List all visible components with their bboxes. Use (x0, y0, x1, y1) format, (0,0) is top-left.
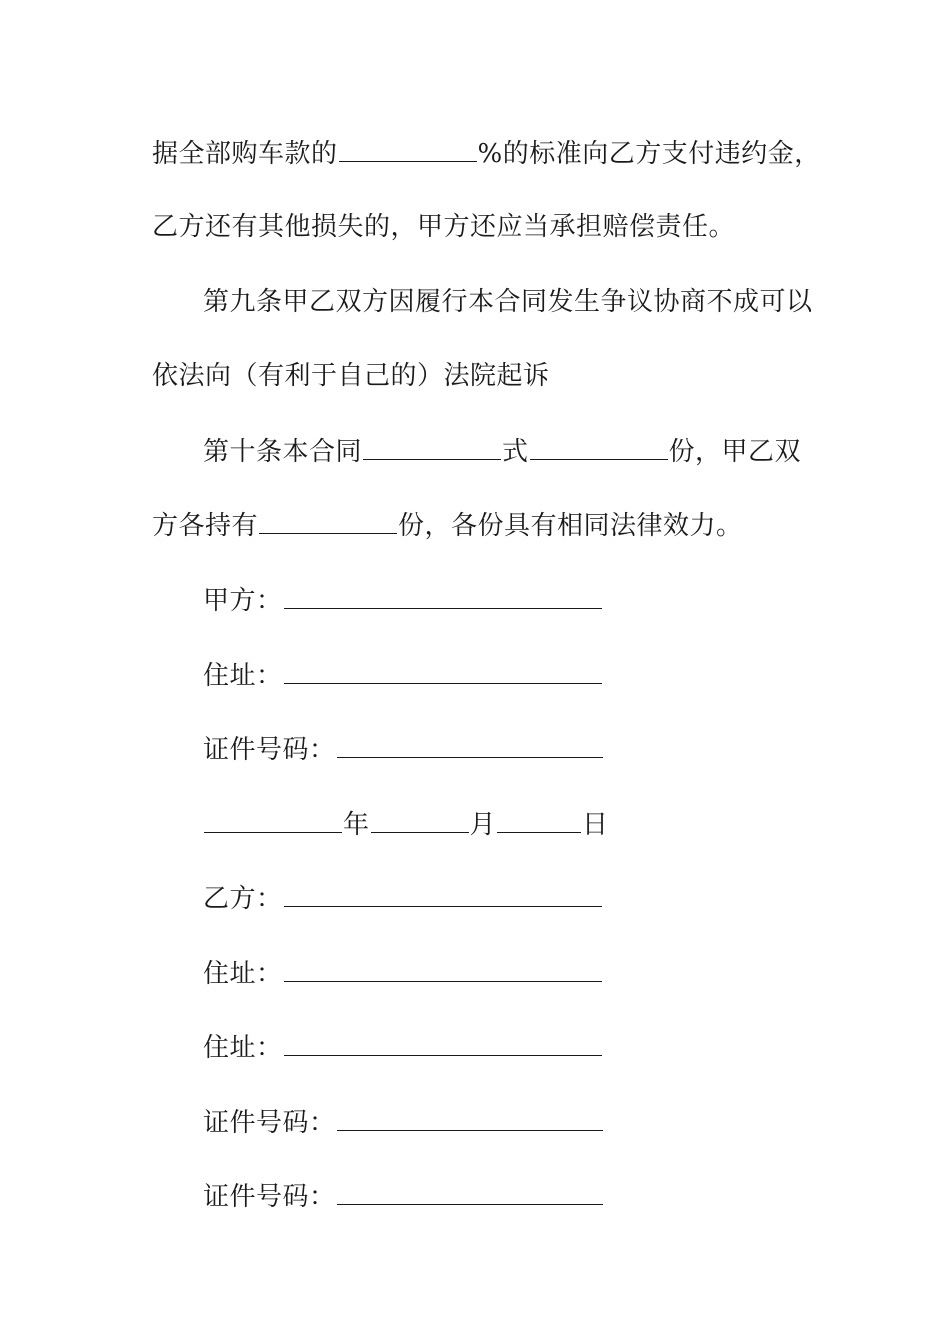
party-a-id-line (203, 729, 604, 769)
party-a-address-field[interactable] (284, 655, 602, 684)
party-b-id-field-2[interactable] (337, 1176, 603, 1205)
article-9-line-1: 第九条甲乙双方因履行本合同发生争议协商不成可以 (203, 287, 813, 317)
party-a-address-line (203, 655, 603, 695)
day-blank[interactable] (497, 804, 581, 833)
party-b-address-line-1 (203, 953, 603, 993)
copies-style-blank[interactable] (363, 431, 501, 460)
party-b-address-field-1[interactable] (284, 953, 602, 982)
copies-count-blank[interactable] (530, 431, 668, 460)
party-b-address-label-1: 住址： (203, 959, 283, 989)
penalty-text-before: 据全部购车款的 (152, 139, 338, 169)
party-a-id-label: 证件号码： (203, 735, 336, 765)
party-b-id-label-2: 证件号码： (203, 1182, 336, 1212)
year-label: 年 (343, 810, 370, 840)
date-line (203, 804, 609, 844)
year-blank[interactable] (204, 804, 342, 833)
article-10-text-1: 第十条本合同 (203, 437, 363, 467)
article-10-text-2: 式 (502, 437, 529, 467)
article-9-line-2: 依法向（有利于自己的）法院起诉 (152, 361, 550, 391)
party-a-address-label: 住址： (203, 661, 283, 691)
compensation-line: 乙方还有其他损失的，甲方还应当承担赔偿责任。 (152, 212, 736, 242)
article-10-line-2 (152, 505, 743, 545)
month-blank[interactable] (371, 804, 469, 833)
article-10-text-5: 份，各份具有相同法律效力。 (398, 511, 743, 541)
party-b-id-field-1[interactable] (337, 1102, 603, 1131)
party-b-id-line-2 (203, 1176, 604, 1216)
party-a-field[interactable] (284, 580, 602, 609)
party-b-address-field-2[interactable] (284, 1027, 602, 1056)
penalty-line (152, 133, 821, 173)
article-10-line-1 (203, 431, 801, 471)
penalty-percent-blank[interactable] (339, 133, 477, 162)
party-b-line (203, 878, 603, 918)
party-b-address-line-2 (203, 1027, 603, 1067)
penalty-text-after: %的标准向乙方支付违约金， (477, 139, 821, 169)
party-b-field[interactable] (284, 878, 602, 907)
copies-each-blank[interactable] (259, 505, 397, 534)
month-label: 月 (469, 810, 497, 840)
day-label: 日 (582, 810, 609, 840)
party-b-address-label-2: 住址： (203, 1033, 283, 1063)
article-10-text-4: 方各持有 (152, 511, 259, 541)
party-a-id-field[interactable] (337, 729, 603, 758)
party-b-id-label-1: 证件号码： (203, 1108, 336, 1138)
party-a-label: 甲方： (203, 586, 283, 616)
article-10-text-3: 份，甲乙双 (668, 437, 802, 467)
party-b-id-line-1 (203, 1102, 604, 1142)
party-b-label: 乙方： (203, 884, 283, 914)
party-a-line (203, 580, 603, 620)
